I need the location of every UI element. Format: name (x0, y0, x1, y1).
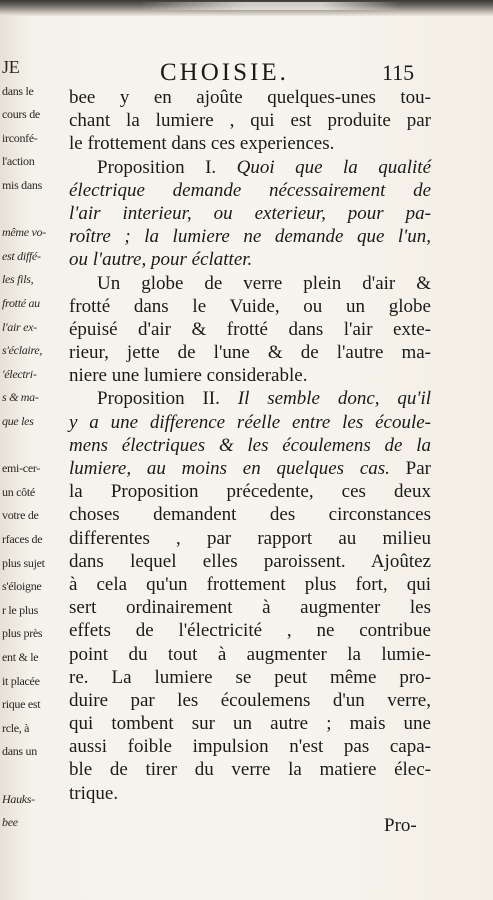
margin-fragment: bee (2, 815, 18, 830)
text-line (69, 179, 431, 202)
margin-fragment: Hauks- (2, 791, 35, 806)
text-line (69, 596, 431, 619)
text-line (69, 550, 431, 573)
roman-text: sert ordinairement à augmenter les (69, 597, 431, 619)
roman-text: aussi foible impulsion n'est pas capa- (69, 736, 431, 758)
italic-text: ou l'autre, pour éclatter. (69, 249, 253, 271)
margin-fragment: emi-cer- (2, 461, 40, 476)
margin-fragment: r le plus (2, 602, 38, 617)
text-line (69, 225, 431, 248)
margin-fragment: dans un (2, 744, 37, 759)
text-line (69, 503, 431, 526)
margin-fragment: plus près (2, 626, 43, 641)
text-line (69, 156, 431, 179)
text-line (69, 318, 431, 341)
roman-text: à cela qu'un frottement plus fort, qui (69, 573, 431, 595)
roman-text: rieur, jette de l'une & de l'autre ma- (69, 342, 431, 364)
margin-fragment: rcle, à (2, 720, 30, 735)
text-line (69, 411, 431, 434)
facing-page-margin (0, 57, 46, 860)
body-text (69, 86, 431, 805)
margin-fragment: rique est (2, 697, 41, 712)
roman-text: niere une lumiere considerable. (69, 365, 308, 387)
text-line (69, 341, 431, 364)
roman-text: Proposition I. (97, 156, 237, 178)
text-line (69, 202, 431, 225)
page-number: 115 (382, 60, 415, 85)
text-line (69, 782, 431, 805)
margin-fragment: l'air ex- (2, 319, 37, 334)
roman-text: re. La lumiere se peut même pro- (69, 666, 431, 688)
text-line (69, 480, 431, 503)
text-line (69, 132, 431, 155)
italic-text: roître ; la lumiere ne demande que l'un, (69, 226, 431, 248)
italic-text: électrique demande nécessairement de (69, 179, 431, 201)
roman-text: point du tout à augmenter la lumie- (69, 643, 431, 665)
margin-fragment: un côté (2, 484, 35, 499)
margin-fragment: 'électri- (2, 366, 37, 381)
roman-text: épuisé d'air & frotté dans l'air exte- (69, 318, 431, 340)
text-line (69, 573, 431, 596)
margin-fragment: dans le (2, 83, 34, 98)
text-line (69, 712, 431, 735)
roman-text: duire par les écoulemens d'un verre, (69, 689, 431, 711)
margin-fragment: même vo- (2, 225, 46, 240)
roman-text: chant la lumiere , qui est produite par (69, 110, 431, 132)
margin-fragment: les fils, (2, 272, 34, 287)
margin-fragment: s'éclaire, (2, 343, 43, 358)
roman-text: Par (389, 458, 432, 479)
roman-text: la Proposition précedente, ces deux (69, 481, 431, 503)
text-line (69, 735, 431, 758)
margin-fragment: frotté au (2, 296, 40, 310)
text-line (69, 86, 431, 109)
margin-fragment: mis dans (2, 178, 42, 192)
text-line (69, 272, 431, 295)
margin-fragment: plus sujet (2, 555, 45, 570)
margin-fragment: s & ma- (2, 390, 39, 405)
roman-text: choses demandent des circonstances (69, 504, 431, 526)
margin-fragment: it placée (2, 673, 40, 688)
margin-fragment: que les (2, 414, 34, 428)
catchword: Pro- (384, 815, 417, 836)
italic-text: y a une difference réelle entre les écoule- (69, 411, 431, 433)
margin-fragment: l'action (2, 154, 35, 169)
text-line (69, 619, 431, 642)
margin-fragment: est diffé- (2, 248, 41, 263)
text-line (69, 387, 431, 410)
margin-fragment: irconfé- (2, 130, 38, 145)
text-line (69, 434, 431, 457)
margin-fragment: ent & le (2, 650, 39, 664)
roman-text: effets de l'électricité , ne contribue (69, 620, 431, 642)
italic-text: mens électriques & les écoulemens de la (69, 434, 431, 456)
text-line (69, 643, 431, 666)
roman-text: trique. (69, 782, 119, 804)
roman-text: Proposition II. (97, 388, 238, 410)
margin-fragment: JE (2, 57, 20, 77)
roman-text: le frottement dans ces experiences. (69, 133, 335, 155)
text-line (69, 364, 431, 387)
roman-text: differentes , par rapport au milieu (69, 527, 431, 549)
roman-text: dans lequel elles paroissent. Ajoûtez (69, 550, 431, 572)
margin-fragment: cours de (2, 107, 40, 122)
roman-text: bee y en ajoûte quelques-unes tou- (69, 87, 431, 108)
text-line (69, 666, 431, 689)
text-line (69, 758, 431, 781)
text-line (69, 689, 431, 712)
text-line (69, 295, 431, 318)
margin-fragment: votre de (2, 508, 39, 523)
running-head-title: CHOISIE. (160, 59, 289, 86)
roman-text: frotté dans le Vuide, ou un globe (69, 295, 431, 317)
italic-text: Quoi que la qualité (236, 156, 432, 178)
roman-text: qui tombent sur un autre ; mais une (69, 713, 431, 735)
text-line (69, 527, 431, 550)
roman-text: Un globe de verre plein d'air & (97, 272, 431, 294)
text-line (69, 109, 431, 132)
text-line (69, 457, 431, 480)
running-head (160, 58, 470, 88)
italic-text: lumiere, au moins en quelques cas. (69, 458, 390, 479)
roman-text: ble de tirer du verre la matiere élec- (69, 759, 431, 781)
margin-fragment: rfaces de (2, 532, 43, 546)
italic-text: Il semble donc, qu'il (237, 388, 431, 410)
margin-fragment: s'éloigne (2, 579, 42, 594)
page-top-highlight (140, 2, 400, 10)
text-line (69, 248, 431, 271)
italic-text: l'air interieur, ou exterieur, pour pa- (69, 202, 431, 224)
